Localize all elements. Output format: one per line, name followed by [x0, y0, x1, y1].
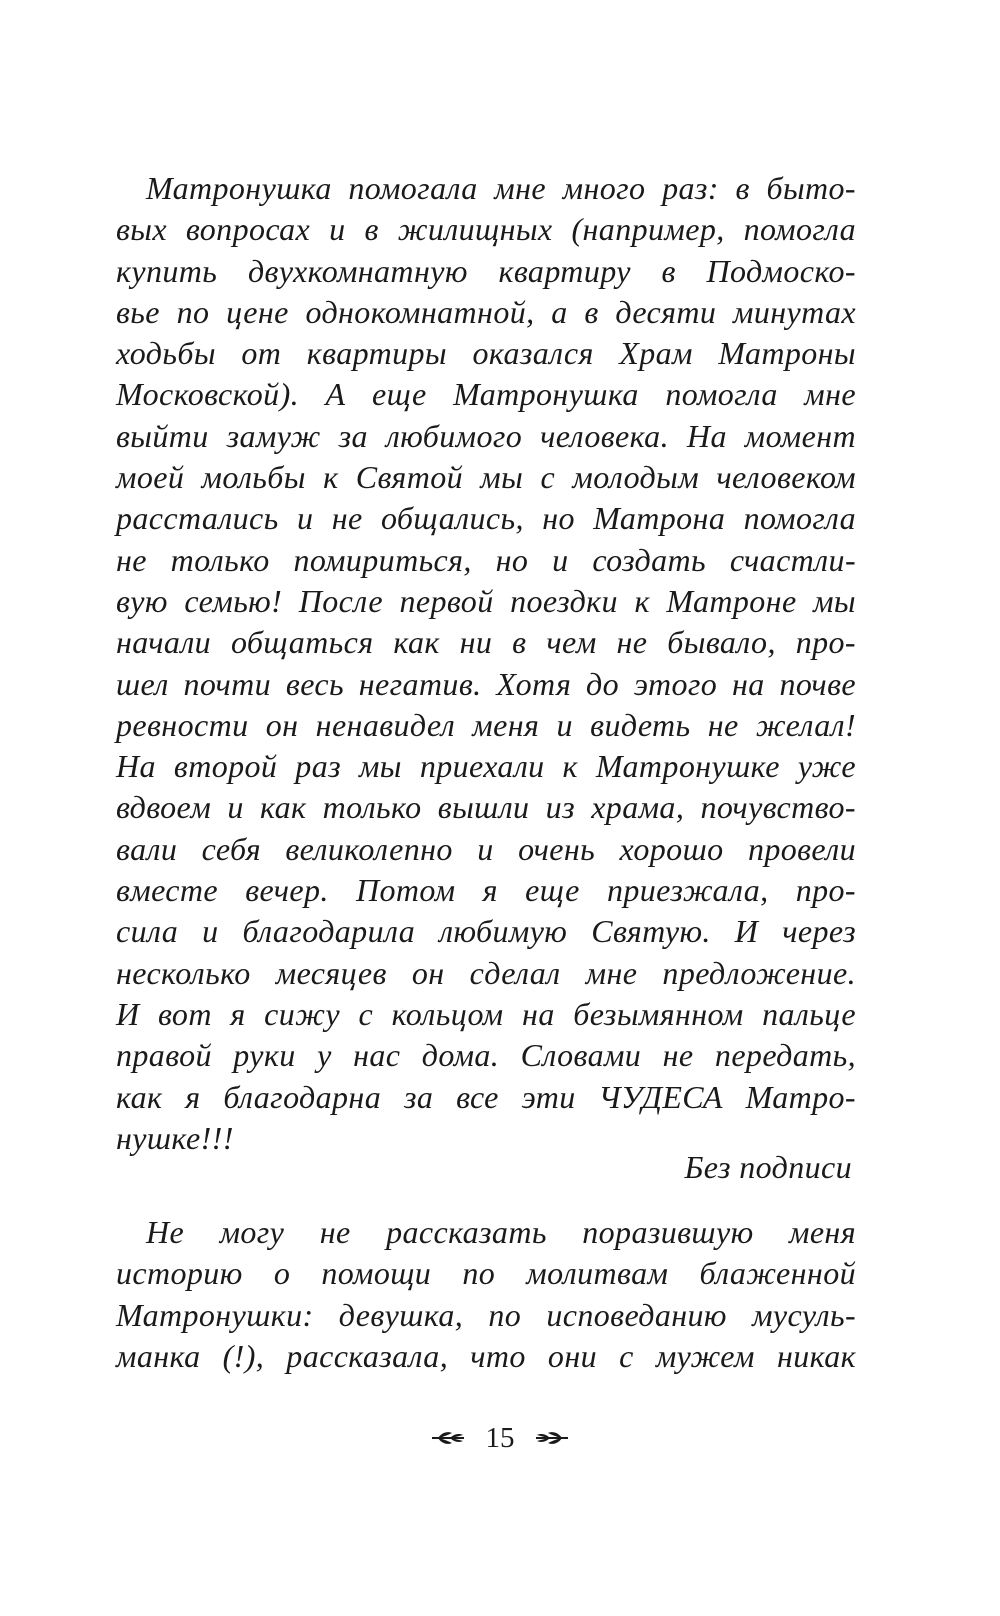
- paragraph-line: ходьбы от квартиры оказался Храм Матроны: [116, 335, 856, 372]
- paragraph-line: не только помириться, но и создать счастли-: [116, 541, 856, 578]
- paragraph-line: как я благодарна за все эти ЧУДЕСА Матро-: [116, 1078, 856, 1115]
- paragraph-line: шел почти весь негатив. Хотя до этого на почве: [116, 665, 856, 702]
- paragraph-line: ревности он ненавидел меня и видеть не желал!: [116, 706, 856, 743]
- paragraph-line: несколько месяцев он сделал мне предложение.: [116, 954, 856, 991]
- paragraph-line: На второй раз мы приехали к Матронушке уже: [116, 748, 856, 785]
- paragraph-line: вдвоем и как только вышли из храма, почувство-: [116, 789, 856, 826]
- paragraph-line: купить двухкомнатную квартиру в Подмоско-: [116, 252, 856, 289]
- paragraph-line: И вот я сижу с кольцом на безымянном пальце: [116, 995, 856, 1032]
- paragraph-line: Не могу не рассказать поразившую меня: [146, 1214, 856, 1250]
- paragraph-line: сила и благодарила любимую Святую. И через: [116, 913, 856, 950]
- leaf-ornament-right-icon: [534, 1430, 570, 1446]
- paragraph-line: начали общаться как ни в чем не бывало, про-: [116, 624, 856, 661]
- paragraph-line: Московской). А еще Матронушка помогла мне: [116, 376, 856, 413]
- paragraph-line: моей мольбы к Святой мы с молодым человеком: [116, 459, 856, 496]
- paragraph-line: Матронушка помогала мне много раз: в быто-: [146, 170, 856, 206]
- paragraph-line: расстались и не общались, но Матрона помогла: [116, 500, 856, 537]
- paragraph-line: вье по цене однокомнатной, а в десяти минутах: [116, 293, 856, 330]
- paragraph-line: вых вопросах и в жилищных (например, помогла: [116, 211, 856, 248]
- paragraph-1: [116, 168, 856, 1159]
- paragraph-2: [116, 1212, 856, 1377]
- paragraph-line: вую семью! После первой поездки к Матроне мы: [116, 582, 856, 619]
- page-footer: [0, 1418, 1000, 1456]
- signature: Без подписи: [684, 1149, 852, 1185]
- paragraph-line: историю о помощи по молитвам блаженной: [116, 1255, 856, 1292]
- paragraph-line: выйти замуж за любимого человека. На момент: [116, 417, 856, 454]
- paragraph-line: правой руки у нас дома. Словами не передать,: [116, 1037, 856, 1074]
- paragraph-line: вали себя великолепно и очень хорошо провели: [116, 830, 856, 867]
- leaf-ornament-left-icon: [430, 1430, 466, 1446]
- paragraph-line: вместе вечер. Потом я еще приезжала, про-: [116, 872, 856, 909]
- paragraph-line: Матронушки: девушка, по исповеданию мусуль-: [116, 1296, 856, 1333]
- page-number: 15: [485, 1422, 515, 1455]
- paragraph-line: нушке!!!: [116, 1119, 234, 1156]
- paragraph-line: манка (!), рассказала, что они с мужем никак: [116, 1337, 856, 1374]
